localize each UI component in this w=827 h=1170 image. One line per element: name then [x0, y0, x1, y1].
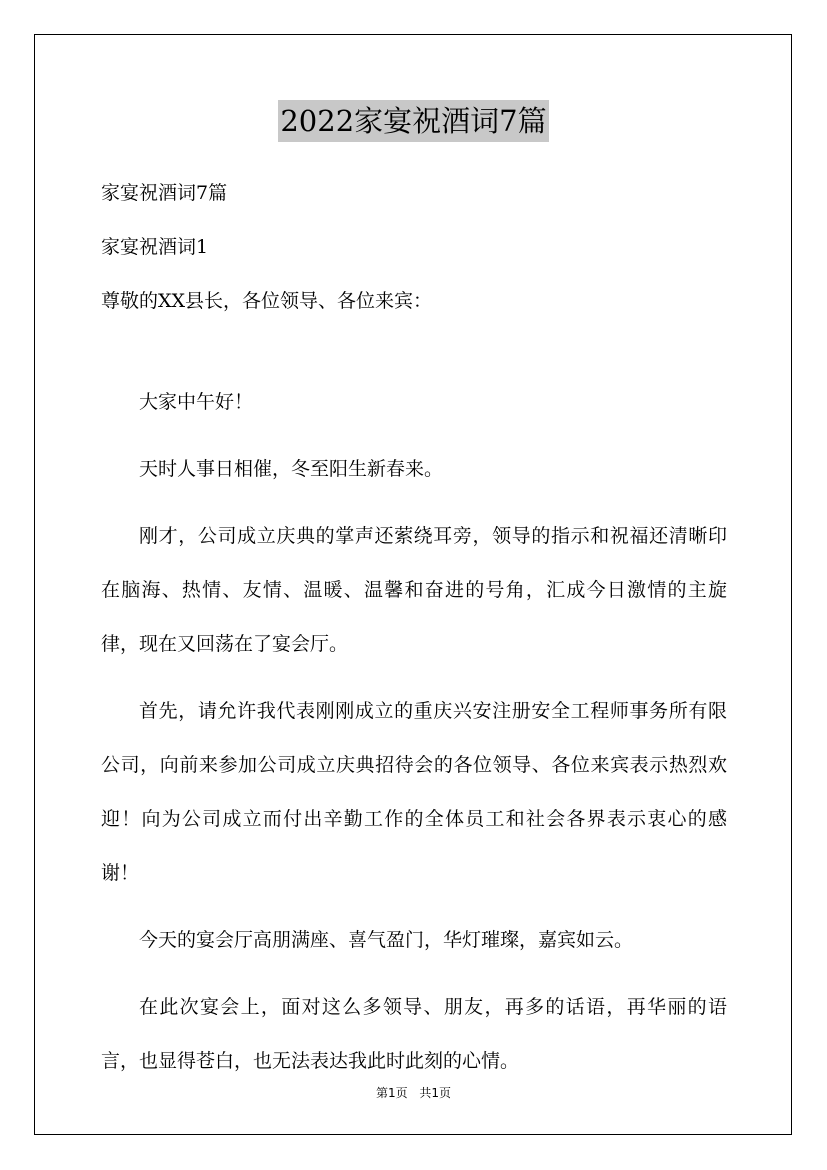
- title-container: [0, 100, 827, 142]
- salutation-line: 尊敬的XX县长，各位领导、各位来宾：: [101, 290, 433, 312]
- document-body: [101, 172, 727, 1101]
- page-footer: [0, 1084, 827, 1101]
- page-number: 第1页: [375, 1086, 408, 1100]
- paragraph-block: [101, 442, 727, 496]
- paragraph-block: [101, 684, 727, 900]
- section-heading: 家宴祝酒词1: [101, 236, 209, 258]
- paragraph-block: [101, 913, 727, 967]
- paragraph: 天时人事日相催，冬至阳生新春来。: [139, 458, 444, 480]
- subtitle-line: 家宴祝酒词7篇: [101, 182, 228, 204]
- paragraph: 今天的宴会厅高朋满座、喜气盈门，华灯璀璨，嘉宾如云。: [139, 929, 634, 951]
- document-title: 2022家宴祝酒词7篇: [278, 100, 548, 142]
- paragraph: 在此次宴会上，面对这么多领导、朋友，再多的话语，再华丽的语言，也显得苍白，也无法表达我此时此刻的心情。: [101, 996, 727, 1072]
- paragraph: 大家中午好！: [139, 391, 254, 413]
- paragraph-block: [101, 509, 727, 671]
- page-total: 共1页: [419, 1086, 452, 1100]
- paragraph-block: [101, 375, 727, 429]
- paragraph-block: [101, 980, 727, 1088]
- paragraph: 首先，请允许我代表刚刚成立的重庆兴安注册安全工程师事务所有限公司，向前来参加公司成立庆典招待会的各位领导、各位来宾表示热烈欢迎！向为公司成立而付出辛勤工作的全体员工和社会各界表示衷心的感谢！: [101, 700, 727, 884]
- paragraph: 刚才，公司成立庆典的掌声还萦绕耳旁，领导的指示和祝福还清晰印在脑海、热情、友情、温暖、温馨和奋进的号角，汇成今日激情的主旋律，现在又回荡在了宴会厅。: [101, 525, 727, 655]
